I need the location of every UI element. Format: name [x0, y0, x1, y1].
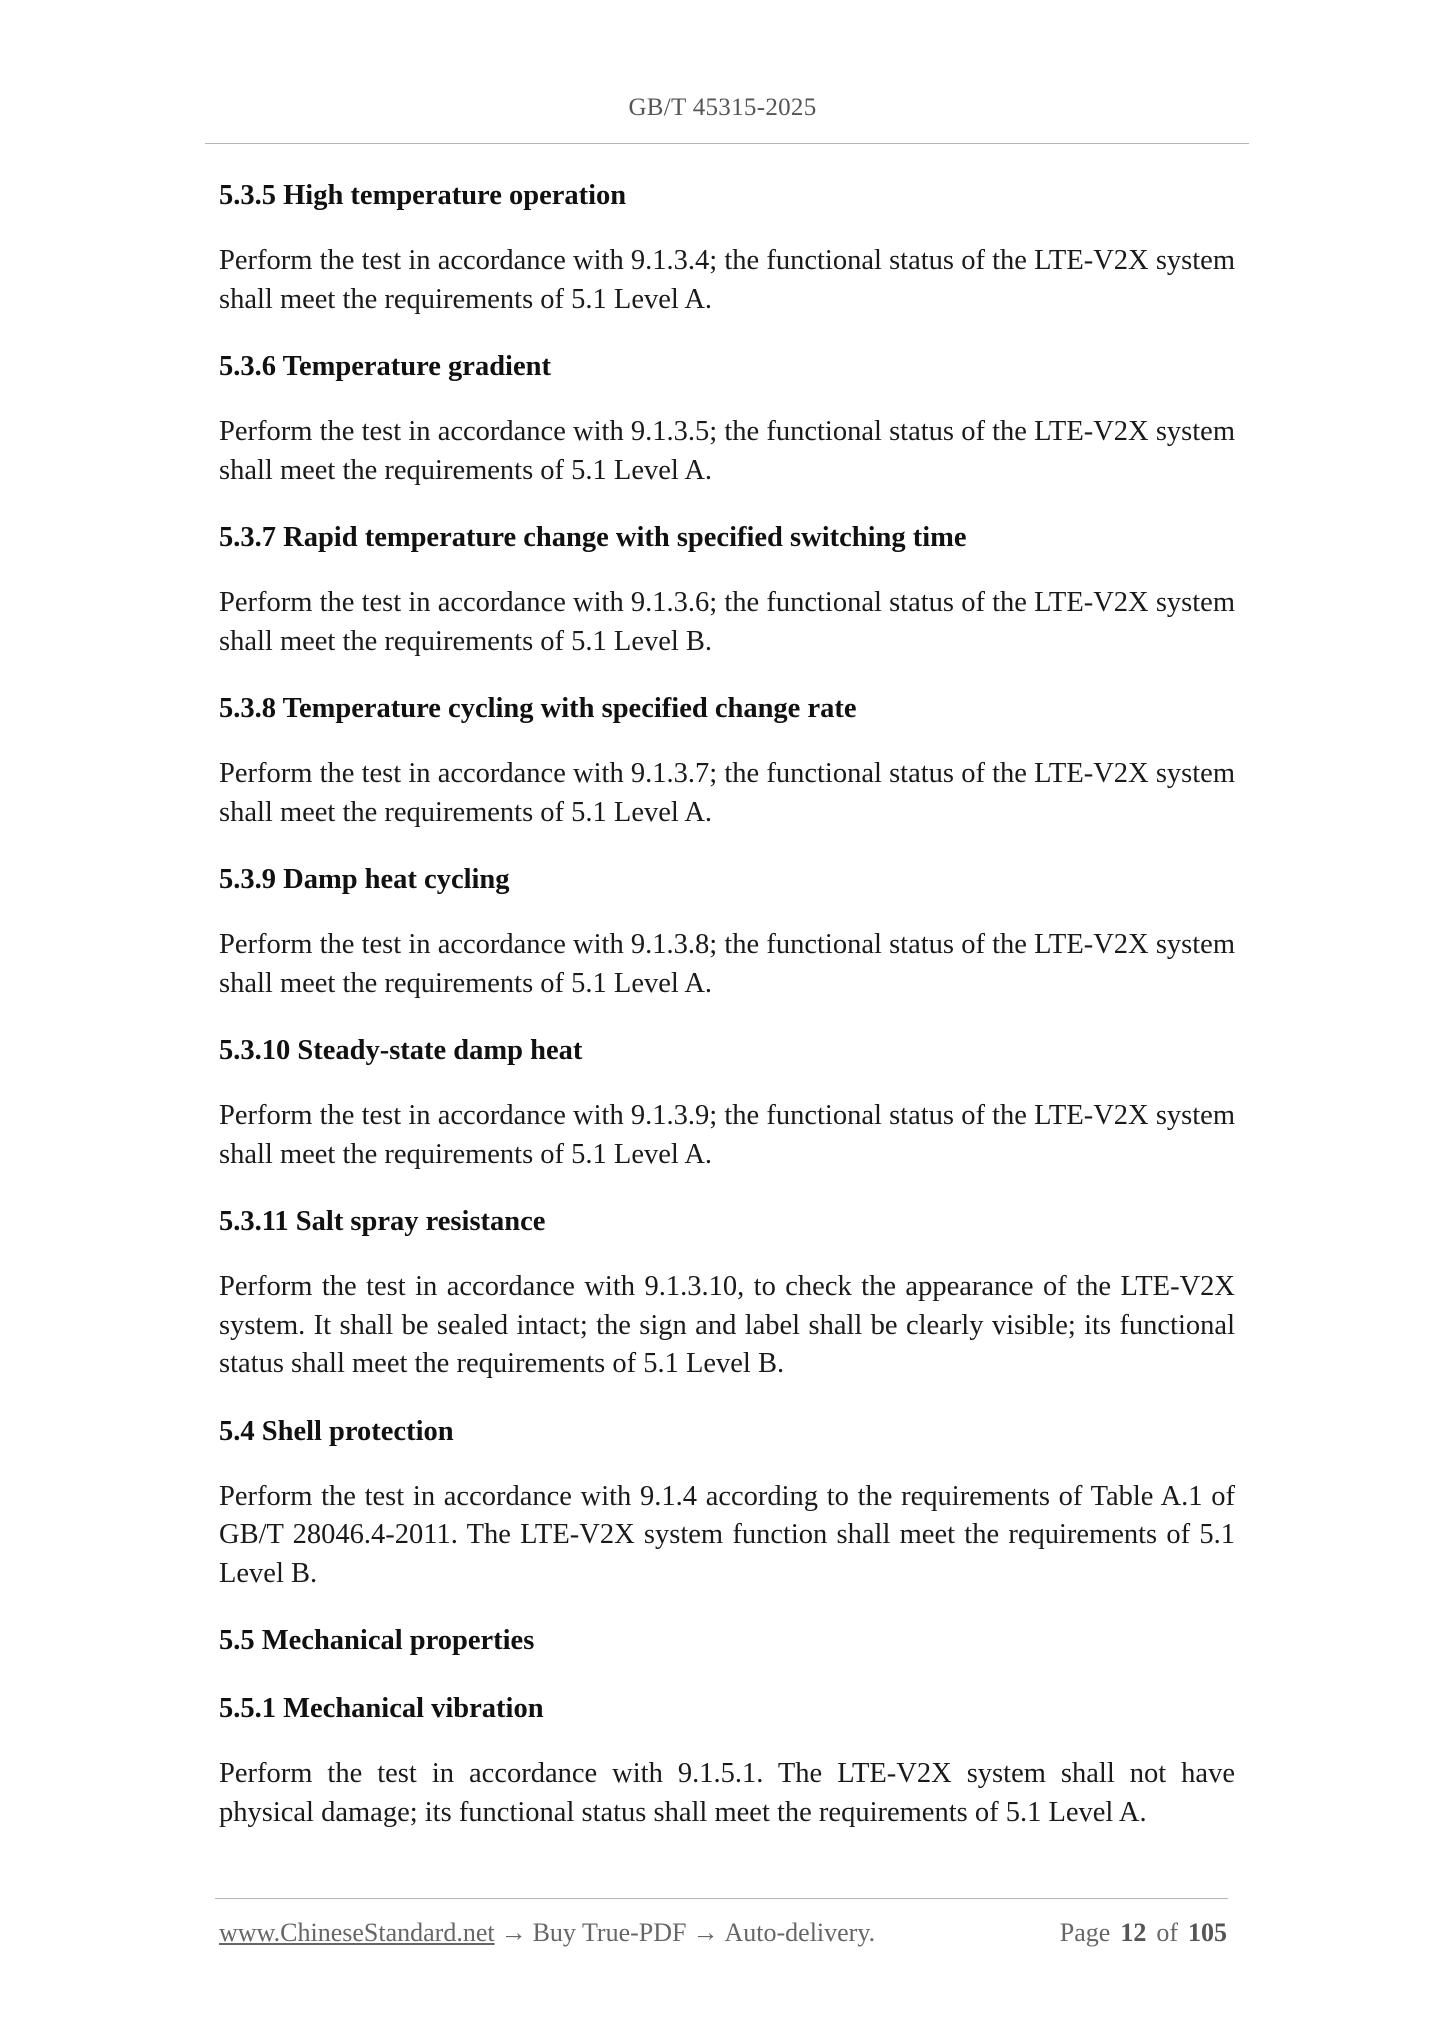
- section-body-5-3-10: Perform the test in accordance with 9.1.3.9; the functional status of the LTE-V2X system shall meet the requirements of 5.1 Level A.: [219, 1100, 1235, 1170]
- section-heading-5-3-11: 5.3.11 Salt spray resistance: [219, 1206, 546, 1237]
- section-heading-5-3-7: 5.3.7 Rapid temperature change with specified switching time: [219, 522, 967, 553]
- page-number: 12: [1120, 1918, 1147, 1947]
- footer-divider: [215, 1898, 1228, 1899]
- section-heading-5-3-8: 5.3.8 Temperature cycling with specified change rate: [219, 693, 857, 724]
- footer-step-buy: Buy True-PDF: [532, 1918, 687, 1947]
- section-heading-5-3-6: 5.3.6 Temperature gradient: [219, 351, 551, 382]
- website-link[interactable]: www.ChineseStandard.net: [219, 1918, 495, 1947]
- footer-step-delivery: Auto-delivery.: [724, 1918, 876, 1947]
- section-body-5-3-8: Perform the test in accordance with 9.1.3.7; the functional status of the LTE-V2X system shall meet the requirements of 5.1 Level A.: [219, 758, 1235, 828]
- page-total: 105: [1188, 1918, 1227, 1947]
- page-footer: [219, 1918, 1227, 1948]
- section-heading-5-5-1: 5.5.1 Mechanical vibration: [219, 1693, 544, 1724]
- section-body-5-3-9: Perform the test in accordance with 9.1.3.8; the functional status of the LTE-V2X system shall meet the requirements of 5.1 Level A.: [219, 929, 1235, 999]
- section-body-5-3-5: Perform the test in accordance with 9.1.3.4; the functional status of the LTE-V2X system shall meet the requirements of 5.1 Level A.: [219, 245, 1235, 315]
- document-body: [219, 174, 1235, 1858]
- page-label: Page: [1059, 1918, 1111, 1947]
- page-header-title: GB/T 45315-2025: [628, 94, 817, 121]
- header-divider: [205, 143, 1249, 144]
- section-heading-5-4: 5.4 Shell protection: [219, 1415, 454, 1447]
- arrow-right-icon: →: [500, 1918, 527, 1947]
- arrow-right-icon: →: [692, 1918, 719, 1947]
- section-heading-5-3-5: 5.3.5 High temperature operation: [219, 180, 627, 211]
- section-heading-5-3-9: 5.3.9 Damp heat cycling: [219, 864, 510, 895]
- section-heading-5-5: 5.5 Mechanical properties: [219, 1625, 535, 1656]
- page-counter: [1060, 1918, 1227, 1948]
- section-body-5-4: Perform the test in accordance with 9.1.4 according to the requirements of Table A.1 of GB/T 28046.4-2011. The LTE-V2X system function shall meet the requirements of 5.1 Level B.: [219, 1480, 1235, 1589]
- section-body-5-3-11: Perform the test in accordance with 9.1.3.10, to check the appearance of the LTE-V2X system. It shall be sealed intact; the sign and label shall be clearly visible; its functional status shall meet the requirements of 5.1 Level B.: [219, 1271, 1235, 1379]
- section-body-5-5-1: Perform the test in accordance with 9.1.5.1. The LTE-V2X system shall not have physical damage; its functional status shall meet the requirements of 5.1 Level A.: [219, 1758, 1235, 1828]
- section-body-5-3-6: Perform the test in accordance with 9.1.3.5; the functional status of the LTE-V2X system shall meet the requirements of 5.1 Level A.: [219, 416, 1235, 486]
- section-heading-5-3-10: 5.3.10 Steady-state damp heat: [219, 1035, 583, 1066]
- section-body-5-3-7: Perform the test in accordance with 9.1.3.6; the functional status of the LTE-V2X system shall meet the requirements of 5.1 Level B.: [219, 587, 1235, 657]
- of-label: of: [1156, 1918, 1178, 1947]
- footer-promo: [219, 1918, 875, 1948]
